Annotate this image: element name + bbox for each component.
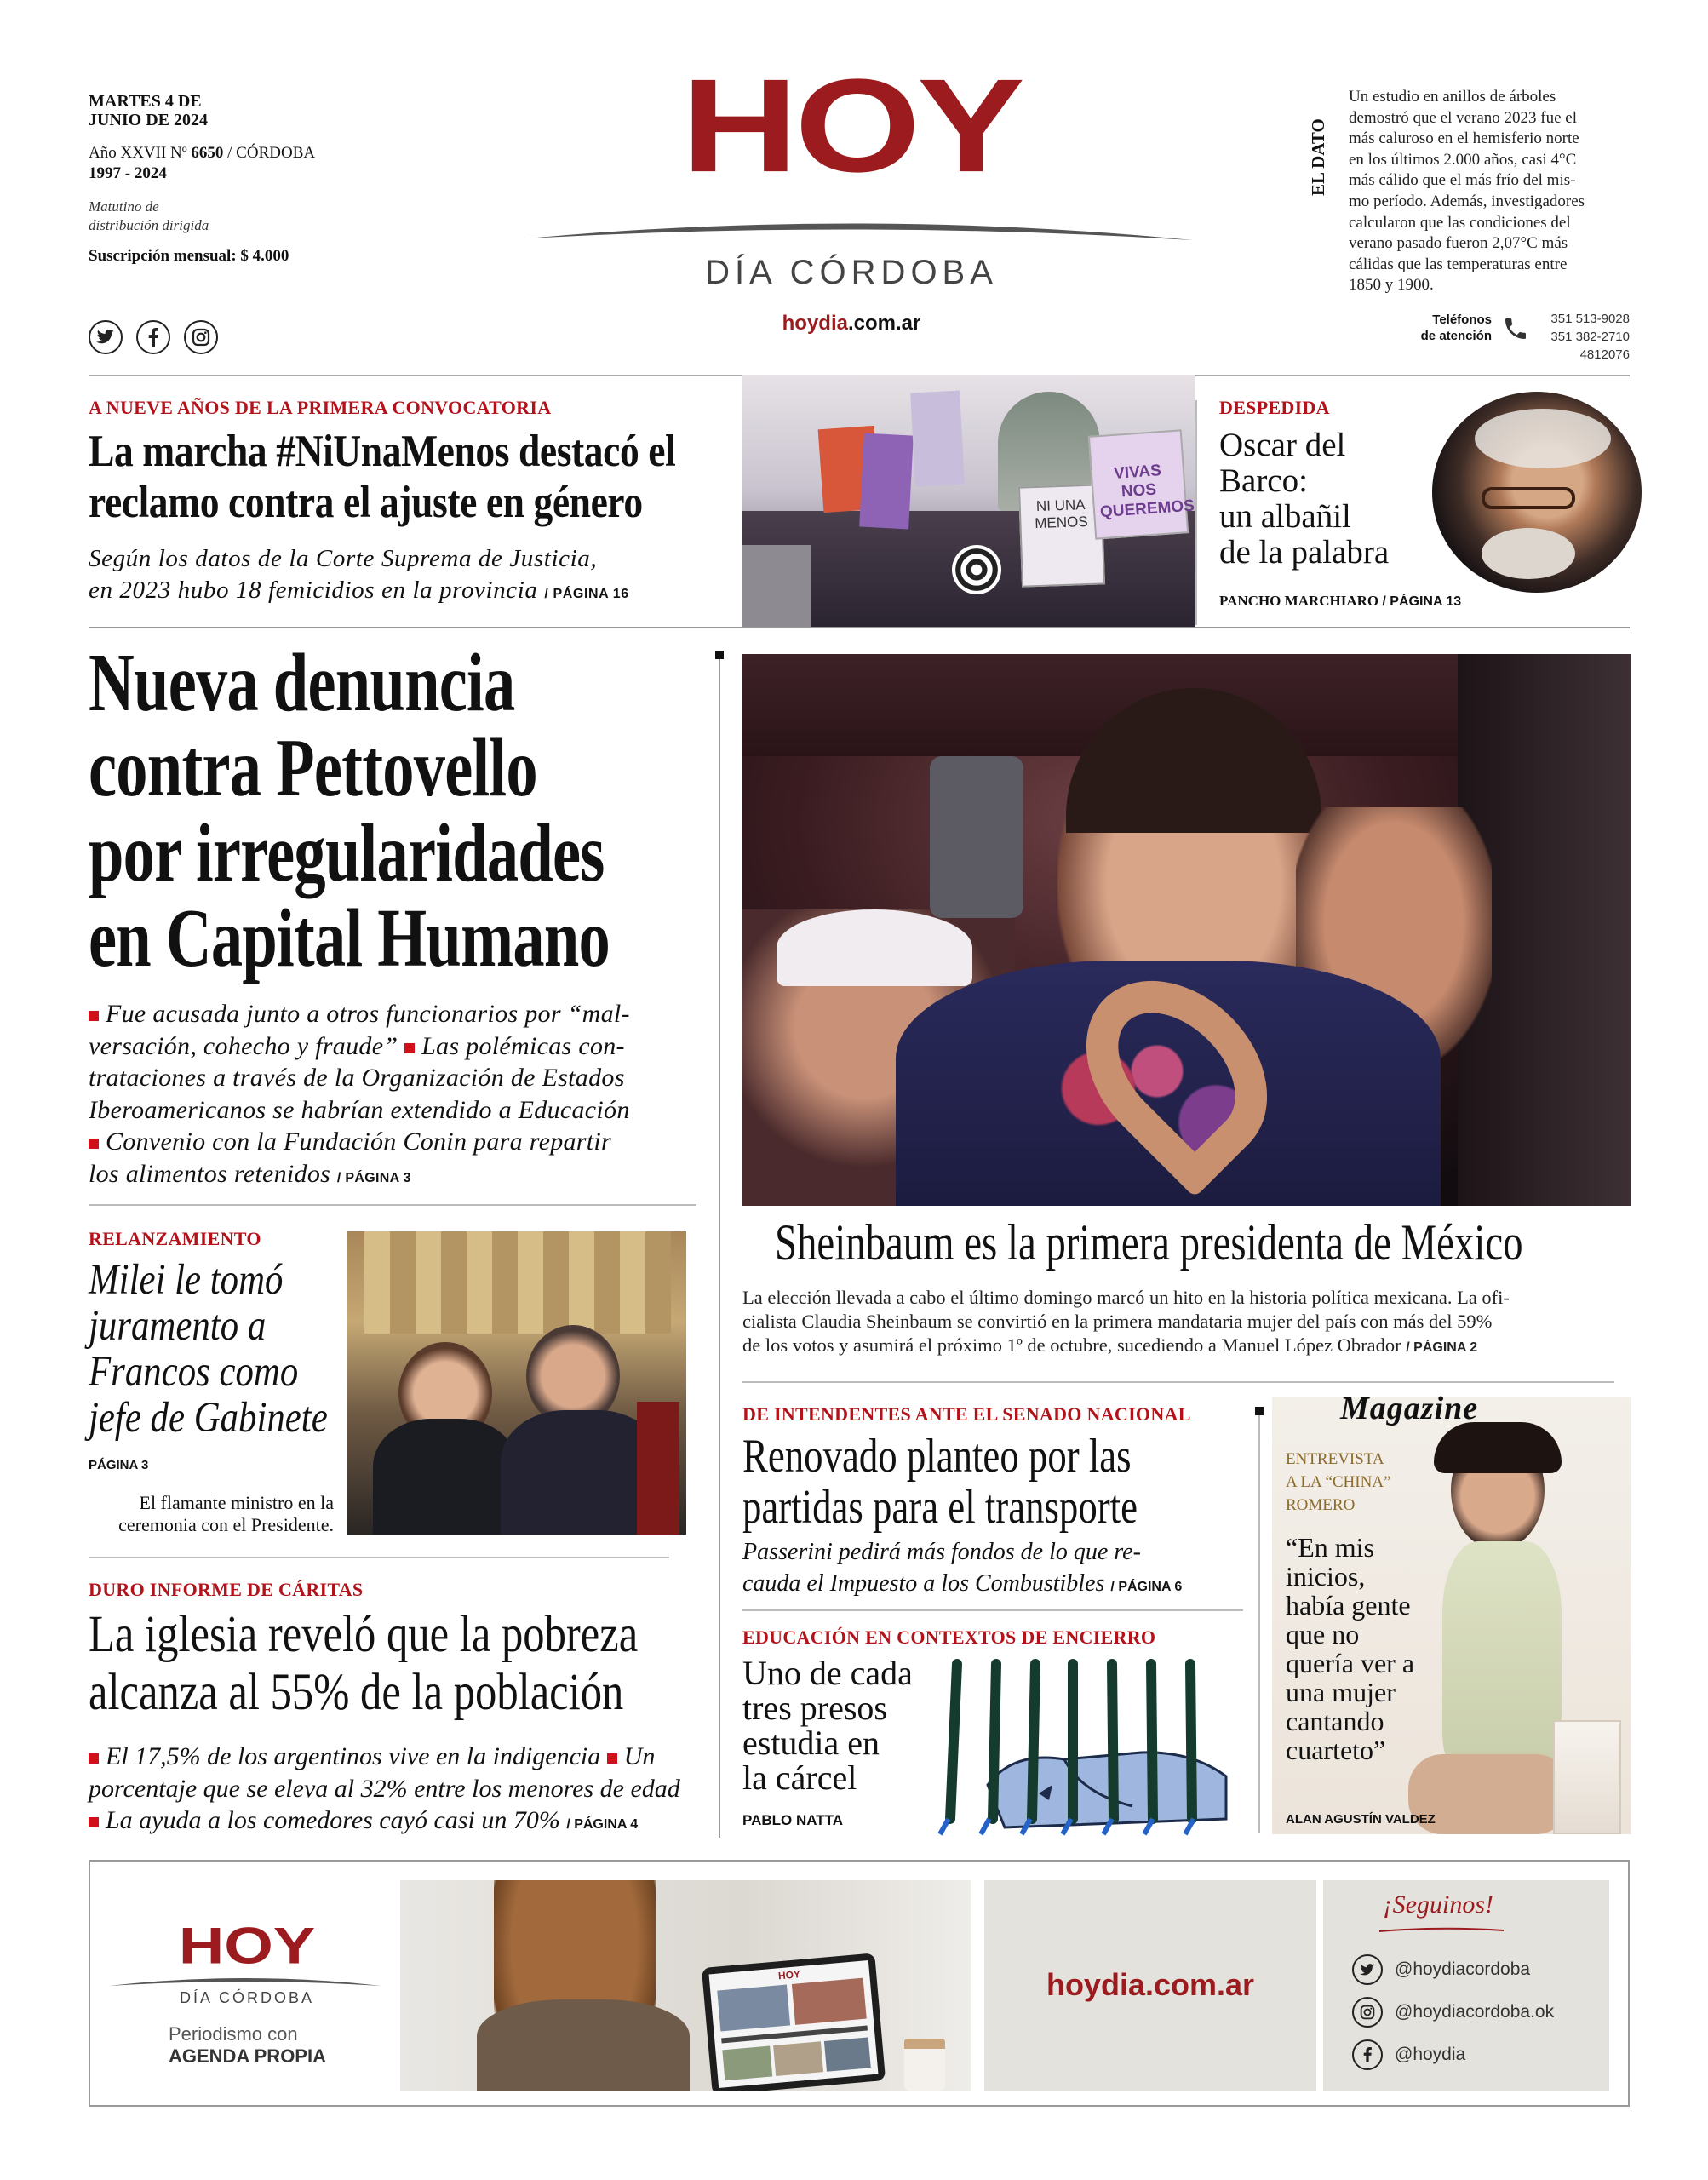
subscription-price: Suscripción mensual: $ 4.000 (89, 247, 289, 265)
mexico-headline[interactable]: Sheinbaum es la primera presidenta de México (775, 1214, 1523, 1271)
el-dato-line: 1850 y 1900. (1349, 276, 1434, 295)
social-handle: @hoydiacordoba (1395, 1959, 1531, 1979)
social-handle: @hoydia (1395, 2045, 1466, 2064)
el-dato-text (1349, 87, 1585, 296)
edition-years: 1997 - 2024 (89, 164, 167, 182)
social-handle-row[interactable] (1352, 2034, 1554, 2076)
el-dato-line: mo período. Además, investigadores (1349, 192, 1585, 210)
mexico-body-3: de los votos y asumirá el próximo 1º de octubre, sucediendo a Manuel López Obrador (742, 1334, 1401, 1356)
stool (1553, 1720, 1621, 1834)
el-dato-line: en los últimos 2.000 años, casi 4°C (1349, 150, 1577, 169)
top-story-deck (89, 543, 629, 610)
transport-kicker: DE INTENDENTES ANTE EL SENADO NACIONAL (742, 1403, 1191, 1425)
top-headline-line-2: reclamo contra el ajuste en género (89, 478, 643, 527)
lead-bullet-3b: los alimentos retenidos (89, 1159, 331, 1188)
white-cap (777, 909, 972, 986)
transport-deck (742, 1536, 1182, 1603)
magazine-quote-line: quería ver a (1286, 1648, 1415, 1678)
caritas-kicker: DURO INFORME DE CÁRITAS (89, 1579, 364, 1600)
milei-headline-line: Milei le tomó (89, 1256, 284, 1304)
lead-bullet-1b: versación, cohecho y fraude” (89, 1031, 398, 1060)
magazine-quote-line: inicios, (1286, 1561, 1366, 1592)
edition-prefix: Año XXVII Nº (89, 144, 192, 162)
farewell-page-ref: / PÁGINA 13 (1382, 594, 1462, 609)
magazine-quote-line: había gente (1286, 1590, 1411, 1621)
tablet-story-image (773, 2041, 823, 2076)
ad-social-handles (1352, 1948, 1554, 2076)
bullet-icon (607, 1753, 617, 1764)
mexico-body-1: La elección llevada a cabo el último domingo marcó un hito en la historia política mexicana. La ofi- (742, 1287, 1510, 1308)
prison-headline-line: la cárcel (742, 1758, 857, 1797)
social-handle-row[interactable] (1352, 1948, 1554, 1991)
prison-headline-line: tres presos (742, 1689, 887, 1727)
farewell-headline-line: un albañil (1219, 498, 1351, 535)
phones-label-2: de atención (1420, 329, 1492, 343)
mexico-page-ref: / PÁGINA 2 (1406, 1340, 1478, 1355)
ad-logo-swoosh (109, 1974, 381, 1988)
top-deck-line-2: en 2023 hubo 18 femicidios en la provincia (89, 577, 538, 604)
tablet-story-image (722, 2046, 772, 2081)
strip-divider (1195, 400, 1197, 625)
mexico-rule (742, 1381, 1614, 1383)
magazine-kicker-line: A LA “CHINA” (1286, 1473, 1391, 1491)
magazine-quote[interactable] (1286, 1533, 1414, 1764)
ad-reader-photo (400, 1880, 971, 2091)
farewell-headline-line: Barco: (1219, 462, 1308, 499)
caritas-bullet-1: El 17,5% de los argentinos vive en la indigencia (106, 1742, 601, 1770)
vivas-nos-queremos-sign: VIVAS NOS QUEREMOS (1088, 429, 1189, 539)
transport-headline-2: partidas para el transporte (742, 1481, 1138, 1534)
caritas-bullets (89, 1741, 680, 1841)
el-dato-line: verano pasado fueron 2,07°C más (1349, 234, 1568, 253)
hoy-logo: HOY (681, 51, 1022, 200)
farewell-byline: PANCHO MARCHIARO (1219, 593, 1379, 609)
milei-caption-2: ceremonia con el Presidente. (118, 1514, 334, 1535)
transport-rule (742, 1609, 1243, 1611)
ni-una-menos-sign: NI UNA MENOS (1018, 484, 1105, 587)
website-rest: .com.ar (847, 312, 921, 335)
magazine-quote-line: cantando (1286, 1706, 1384, 1736)
prison-headline[interactable] (742, 1655, 913, 1795)
follow-underline (1379, 1926, 1504, 1933)
bullet-icon (89, 1139, 99, 1149)
lead-headline-line: por irregularidades (89, 807, 605, 899)
edition-date (89, 92, 208, 129)
transport-deck-1: Passerini pedirá más fondos de lo que re- (742, 1539, 1141, 1565)
transport-page-ref: / PÁGINA 6 (1110, 1580, 1183, 1594)
caritas-bullet-3: La ayuda a los comedores cayó casi un 70% (106, 1806, 560, 1834)
lead-bullet-2c: Iberoamericanos se habrían extendido a Educación (89, 1095, 630, 1124)
social-links (89, 320, 218, 354)
milei-rule (89, 1557, 669, 1558)
reader-shoulders (477, 1999, 690, 2091)
el-dato-line: demostró que el verano 2023 fue el (1349, 108, 1578, 127)
milei-caption-1: El flamante ministro en la (139, 1492, 334, 1513)
magazine-quote-line: “En mis (1286, 1532, 1374, 1563)
milei-suit (373, 1419, 518, 1535)
phone-number: 351 382-2710 (1550, 330, 1630, 344)
phone-numbers (1539, 310, 1630, 364)
phones-label-1: Teléfonos (1432, 313, 1492, 327)
edition-number: 6650 (191, 144, 224, 162)
ad-logo: HOY (178, 1916, 316, 1975)
white-hair (1475, 409, 1611, 468)
ad-tagline-2: AGENDA PROPIA (169, 2045, 326, 2067)
phone-number: 351 513-9028 (1550, 312, 1630, 326)
lead-headline-line: Nueva denuncia (89, 637, 515, 729)
milei-headline[interactable] (89, 1257, 328, 1441)
ad-logo-subtitle: DÍA CÓRDOBA (179, 1989, 315, 2006)
phone-number: 4812076 (1579, 347, 1630, 362)
magazine-quote-line: cuarteto” (1286, 1735, 1386, 1765)
glasses (1482, 487, 1575, 509)
transport-headline-1: Renovado planteo por las (742, 1430, 1132, 1483)
bullet-icon (89, 1817, 99, 1827)
ad-tagline-1: Periodismo con (169, 2023, 298, 2045)
lead-page-ref: / PÁGINA 3 (336, 1170, 411, 1185)
phones-label (1396, 312, 1492, 344)
milei-page-ref: PÁGINA 3 (89, 1458, 149, 1472)
green-dress (1442, 1541, 1562, 1780)
mexico-body-2: cialista Claudia Sheinbaum se convirtió en la primera mandataria mujer del país con más del 59% (742, 1311, 1493, 1332)
lead-headline-line: contra Pettovello (89, 722, 537, 814)
prison-kicker: EDUCACIÓN EN CONTEXTOS DE ENCIERRO (742, 1626, 1156, 1648)
date-line-2: JUNIO DE 2024 (89, 111, 209, 129)
el-dato-line: más caluroso en el hemisferio norte (1349, 129, 1579, 148)
phone-icon (1502, 315, 1529, 342)
coffee-cup (904, 2039, 945, 2091)
lead-bullet-2b: trataciones a través de la Organización de Estados (89, 1064, 625, 1092)
crowd-figure (742, 545, 811, 627)
china-romero-hair (1434, 1422, 1562, 1473)
website-bold: hoydia (782, 312, 848, 335)
prison-byline: PABLO NATTA (742, 1812, 844, 1828)
ad-tagline (169, 2023, 326, 2068)
phone-held (930, 756, 1023, 918)
farewell-byline-row (1219, 593, 1461, 610)
strip-rule (89, 627, 1630, 628)
caritas-headline-2: alcanza al 55% de la población (89, 1664, 624, 1721)
transport-deck-2: cauda el Impuesto a los Combustibles (742, 1570, 1105, 1597)
gilded-wall (364, 1231, 671, 1334)
grenadier-guard (637, 1402, 679, 1535)
magazine-title: Magazine (1340, 1391, 1479, 1426)
caritas-headline[interactable] (89, 1606, 638, 1722)
prison-headline-line: Uno de cada (742, 1654, 913, 1692)
tablet-story-image (792, 1978, 867, 2025)
milei-headline-line: juramento a (89, 1302, 267, 1350)
tablet (702, 1953, 886, 2091)
tablet-story-image (717, 1985, 790, 2032)
facebook-icon (1352, 2039, 1383, 2070)
el-dato-line: Un estudio en anillos de árboles (1349, 88, 1556, 106)
tablet-logo: HOY (777, 1968, 801, 1982)
bullet-icon (89, 1753, 99, 1764)
el-dato-label-box (1308, 94, 1342, 196)
instagram-icon[interactable] (184, 320, 218, 354)
caritas-bullet-2b: porcentaje que se eleva al 32% entre los menores de edad (89, 1774, 680, 1803)
lead-bullets (89, 998, 630, 1194)
instagram-icon (1352, 1997, 1383, 2028)
milei-headline-line: jefe de Gabinete (89, 1394, 328, 1442)
caritas-headline-1: La iglesia reveló que la pobreza (89, 1606, 639, 1663)
prison-bars-illustration (937, 1657, 1229, 1836)
el-dato-line: calcularon que las condiciones del (1349, 213, 1571, 232)
top-story-page-ref: / PÁGINA 16 (544, 587, 629, 601)
oscar-del-barco-portrait (1432, 392, 1642, 593)
el-dato-label: EL DATO (1308, 118, 1328, 196)
lead-headline-line: en Capital Humano (89, 892, 610, 984)
bullet-icon (404, 1043, 415, 1053)
distribution-line-1: Matutino de (89, 198, 159, 215)
top-headline-line-1: La marcha #NiUnaMenos destacó el (89, 427, 676, 476)
caritas-bullet-2: Un (623, 1742, 656, 1770)
magazine-byline: ALAN AGUSTÍN VALDEZ (1286, 1812, 1436, 1827)
top-story-headline[interactable] (89, 426, 675, 528)
distribution-line-2: distribución dirigida (89, 217, 209, 233)
lead-rule (89, 1204, 696, 1206)
white-beard (1482, 528, 1575, 579)
prison-headline-line: estudia en (742, 1724, 880, 1762)
farewell-headline[interactable] (1219, 427, 1389, 571)
distribution-note (89, 198, 209, 235)
niunamenos-photo (742, 375, 1195, 627)
twitter-icon (1352, 1954, 1383, 1985)
magazine-quote-line: una mujer (1286, 1677, 1396, 1707)
magazine-divider (1258, 1407, 1260, 1833)
lead-bullet-3: Convenio con la Fundación Conin para repartir (106, 1127, 612, 1156)
transport-headline[interactable] (742, 1431, 1138, 1533)
magazine-marker (1255, 1407, 1264, 1415)
milei-kicker: RELANZAMIENTO (89, 1228, 261, 1249)
facebook-icon[interactable] (136, 320, 170, 354)
el-dato-line: cálidas que las temperaturas entre (1349, 255, 1568, 273)
sheinbaum-photo (742, 654, 1631, 1206)
magazine-quote-line: que no (1286, 1619, 1360, 1649)
twitter-icon[interactable] (89, 320, 123, 354)
social-handle: @hoydiacordoba.ok (1395, 2002, 1555, 2022)
logo-subtitle: DÍA CÓRDOBA (705, 254, 998, 291)
mexico-body (742, 1286, 1510, 1360)
magazine-kicker (1286, 1448, 1390, 1517)
lead-bullet-2: Las polémicas con- (421, 1031, 625, 1060)
farewell-headline-line: de la palabra (1219, 534, 1390, 571)
milei-caption (89, 1492, 334, 1536)
lead-headline[interactable] (89, 637, 610, 984)
lilac-sign (910, 391, 965, 487)
bullet-icon (89, 1011, 99, 1021)
top-deck-line-1: Según los datos de la Corte Suprema de Justicia, (89, 545, 598, 572)
farewell-kicker: DESPEDIDA (1219, 397, 1330, 418)
tablet-screen (709, 1960, 879, 2088)
el-dato-line: más cálido que el más frío del mis- (1349, 171, 1576, 190)
ad-follow: ¡Seguinos! (1383, 1890, 1493, 1919)
lead-bullet-1: Fue acusada junto a otros funcionarios por “mal- (106, 1000, 630, 1028)
column-marker (715, 651, 724, 659)
magazine-kicker-line: ENTREVISTA (1286, 1450, 1384, 1468)
top-story-kicker: A NUEVE AÑOS DE LA PRIMERA CONVOCATORIA (89, 397, 552, 418)
purple-sign (859, 433, 914, 530)
edition-info (89, 143, 315, 184)
milei-francos-photo (347, 1231, 686, 1535)
tablet-story-image (824, 2037, 871, 2071)
farewell-headline-line: Oscar del (1219, 427, 1346, 463)
ad-website[interactable]: hoydia.com.ar (1046, 1967, 1255, 2002)
logo-swoosh (528, 215, 1192, 244)
social-handle-row[interactable] (1352, 1991, 1554, 2034)
edition-city: / CÓRDOBA (223, 144, 316, 162)
main-column-divider (719, 654, 720, 1838)
milei-headline-line: Francos como (89, 1348, 299, 1396)
caritas-page-ref: / PÁGINA 4 (566, 1817, 639, 1832)
website-link[interactable] (681, 312, 1022, 336)
date-line-1: MARTES 4 DE (89, 92, 202, 111)
target-sign (952, 545, 1001, 594)
magazine-kicker-line: ROMERO (1286, 1496, 1356, 1514)
